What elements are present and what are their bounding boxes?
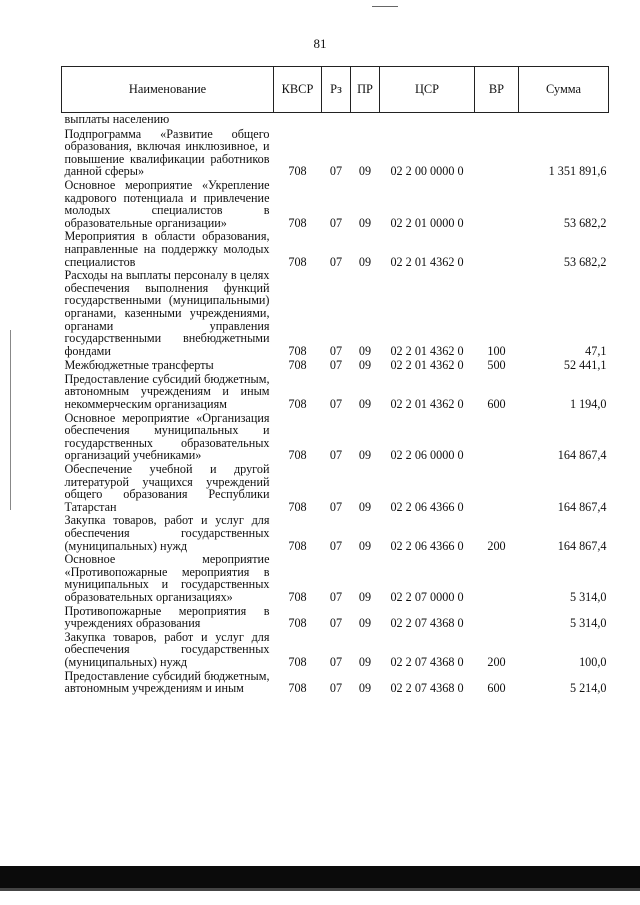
row-sum: 1 351 891,6	[548, 164, 607, 179]
row-rz: 07	[329, 589, 343, 604]
header-kvsr: КВСР	[274, 67, 322, 113]
row-pr: 09	[358, 616, 372, 631]
table-row	[62, 463, 609, 514]
row-vr	[475, 179, 519, 230]
row-rz: 07	[329, 215, 343, 230]
row-vr	[475, 128, 519, 179]
row-pr: 09	[358, 448, 372, 463]
row-vr	[475, 412, 519, 463]
row-pr: 09	[358, 397, 372, 412]
row-name: выплаты населению	[64, 112, 170, 126]
header-csr: ЦСР	[380, 67, 475, 113]
row-sum: 5 314,0	[569, 616, 607, 631]
row-name: Расходы на выплаты персоналу в целях обеспечения выполнения функций государственными (муниципальными) органами, казенными учреждениями, органами управления государственными внебюджетными фондами	[64, 268, 270, 358]
row-vr: 500	[487, 358, 506, 373]
row-csr: 02 2 06 4366 0	[390, 499, 464, 514]
table-row	[62, 373, 609, 412]
table-row	[62, 269, 609, 358]
row-kvsr: 708	[288, 499, 307, 514]
row-vr: 100	[487, 343, 506, 358]
row-csr: 02 2 07 4368 0	[390, 681, 464, 696]
row-sum: 164 867,4	[557, 448, 607, 463]
row-csr: 02 2 01 4362 0	[390, 397, 464, 412]
row-vr: 200	[487, 654, 506, 669]
row-rz: 07	[329, 654, 343, 669]
scan-bottom-shadow	[0, 888, 640, 891]
row-csr: 02 2 06 4366 0	[390, 538, 464, 553]
row-csr: 02 2 07 4368 0	[390, 654, 464, 669]
row-csr: 02 2 00 0000 0	[390, 164, 464, 179]
row-kvsr: 708	[288, 343, 307, 358]
header-name: Наименование	[62, 67, 274, 113]
row-sum: 1 194,0	[569, 397, 607, 412]
table-row	[62, 113, 609, 128]
budget-table	[61, 66, 609, 696]
table-row	[62, 358, 609, 373]
row-kvsr: 708	[288, 681, 307, 696]
row-kvsr	[274, 113, 322, 128]
row-kvsr: 708	[288, 589, 307, 604]
row-name: Подпрограмма «Развитие общего образования, включая инклюзивное, и повышение квалификации работников данной сферы»	[64, 126, 270, 179]
row-vr: 600	[487, 681, 506, 696]
row-sum: 5 314,0	[569, 589, 607, 604]
row-rz: 07	[329, 616, 343, 631]
row-pr	[351, 113, 380, 128]
row-csr	[380, 113, 475, 128]
row-sum: 164 867,4	[557, 499, 607, 514]
row-kvsr: 708	[288, 164, 307, 179]
row-name: Основное мероприятие «Противопожарные мероприятия в муниципальных и государственных образовательных организациях»	[64, 552, 270, 604]
row-vr	[475, 605, 519, 631]
row-rz: 07	[329, 358, 343, 373]
row-sum: 100,0	[579, 654, 607, 669]
row-sum: 52 441,1	[563, 358, 607, 373]
row-sum	[519, 113, 609, 128]
row-rz: 07	[329, 448, 343, 463]
header-vr: ВР	[475, 67, 519, 113]
row-kvsr: 708	[288, 654, 307, 669]
row-csr: 02 2 07 4368 0	[390, 616, 464, 631]
row-rz: 07	[329, 343, 343, 358]
scan-edge-line	[10, 330, 11, 510]
row-name: Основное мероприятие «Укрепление кадрового потенциала и привлечение молодых специалистов в образовательные организации»	[64, 177, 270, 230]
table-row	[62, 631, 609, 670]
scan-bottom-bar	[0, 866, 640, 888]
row-name: Мероприятия в области образования, направленные на поддержку молодых специалистов	[64, 229, 270, 269]
row-kvsr: 708	[288, 616, 307, 631]
row-pr: 09	[358, 164, 372, 179]
row-name: Закупка товаров, работ и услуг для обеспечения государственных (муниципальных) нужд	[64, 513, 270, 553]
row-kvsr: 708	[288, 397, 307, 412]
table-row	[62, 230, 609, 269]
row-csr: 02 2 01 4362 0	[390, 358, 464, 373]
row-csr: 02 2 01 4362 0	[390, 254, 464, 269]
row-rz	[322, 113, 351, 128]
row-sum: 47,1	[585, 343, 607, 358]
row-name: Закупка товаров, работ и услуг для обеспечения государственных (муниципальных) нужд	[64, 629, 270, 669]
row-pr: 09	[358, 215, 372, 230]
table-row	[62, 514, 609, 553]
row-rz: 07	[329, 681, 343, 696]
row-rz: 07	[329, 538, 343, 553]
row-name: Противопожарные мероприятия в учреждениях образования	[64, 603, 270, 631]
row-sum: 53 682,2	[563, 215, 607, 230]
row-csr: 02 2 07 0000 0	[390, 589, 464, 604]
scan-mark	[372, 6, 398, 7]
row-csr: 02 2 06 0000 0	[390, 448, 464, 463]
page-number: 81	[313, 36, 327, 51]
row-vr	[475, 230, 519, 269]
row-rz: 07	[329, 397, 343, 412]
row-pr: 09	[358, 358, 372, 373]
row-sum: 53 682,2	[563, 254, 607, 269]
row-name: Межбюджетные трансферты	[64, 358, 214, 373]
row-pr: 09	[358, 681, 372, 696]
row-name: Обеспечение учебной и другой литературой учащихся учреждений общего образования Республики Татарстан	[64, 462, 270, 514]
row-pr: 09	[358, 589, 372, 604]
header-sum: Сумма	[519, 67, 609, 113]
row-kvsr: 708	[288, 215, 307, 230]
row-vr: 600	[487, 397, 506, 412]
header-pr: ПР	[351, 67, 380, 113]
row-vr: 200	[487, 538, 506, 553]
row-pr: 09	[358, 499, 372, 514]
row-name: Предоставление субсидий бюджетным, автономным учреждениям и иным некоммерческим организациям	[64, 371, 270, 412]
row-name: Предоставление субсидий бюджетным, автономным учреждениям и иным	[64, 668, 270, 696]
row-sum: 164 867,4	[557, 538, 607, 553]
table-row	[62, 553, 609, 604]
row-kvsr: 708	[288, 538, 307, 553]
row-csr: 02 2 01 0000 0	[390, 215, 464, 230]
row-vr	[475, 113, 519, 128]
row-pr: 09	[358, 254, 372, 269]
table-row	[62, 670, 609, 696]
row-rz: 07	[329, 499, 343, 514]
row-sum: 5 214,0	[569, 681, 607, 696]
row-pr: 09	[358, 538, 372, 553]
row-name: Основное мероприятие «Организация обеспечения муниципальных и государственных образовательных организаций учебниками»	[64, 410, 270, 463]
table-row	[62, 179, 609, 230]
row-kvsr: 708	[288, 448, 307, 463]
table-row	[62, 605, 609, 631]
row-pr: 09	[358, 343, 372, 358]
row-rz: 07	[329, 254, 343, 269]
header-rz: Рз	[322, 67, 351, 113]
row-pr: 09	[358, 654, 372, 669]
table-row	[62, 128, 609, 179]
table-row	[62, 412, 609, 463]
row-vr	[475, 553, 519, 604]
row-csr: 02 2 01 4362 0	[390, 343, 464, 358]
row-kvsr: 708	[288, 358, 307, 373]
row-rz: 07	[329, 164, 343, 179]
row-kvsr: 708	[288, 254, 307, 269]
row-vr	[475, 463, 519, 514]
table-header-row	[62, 67, 609, 113]
